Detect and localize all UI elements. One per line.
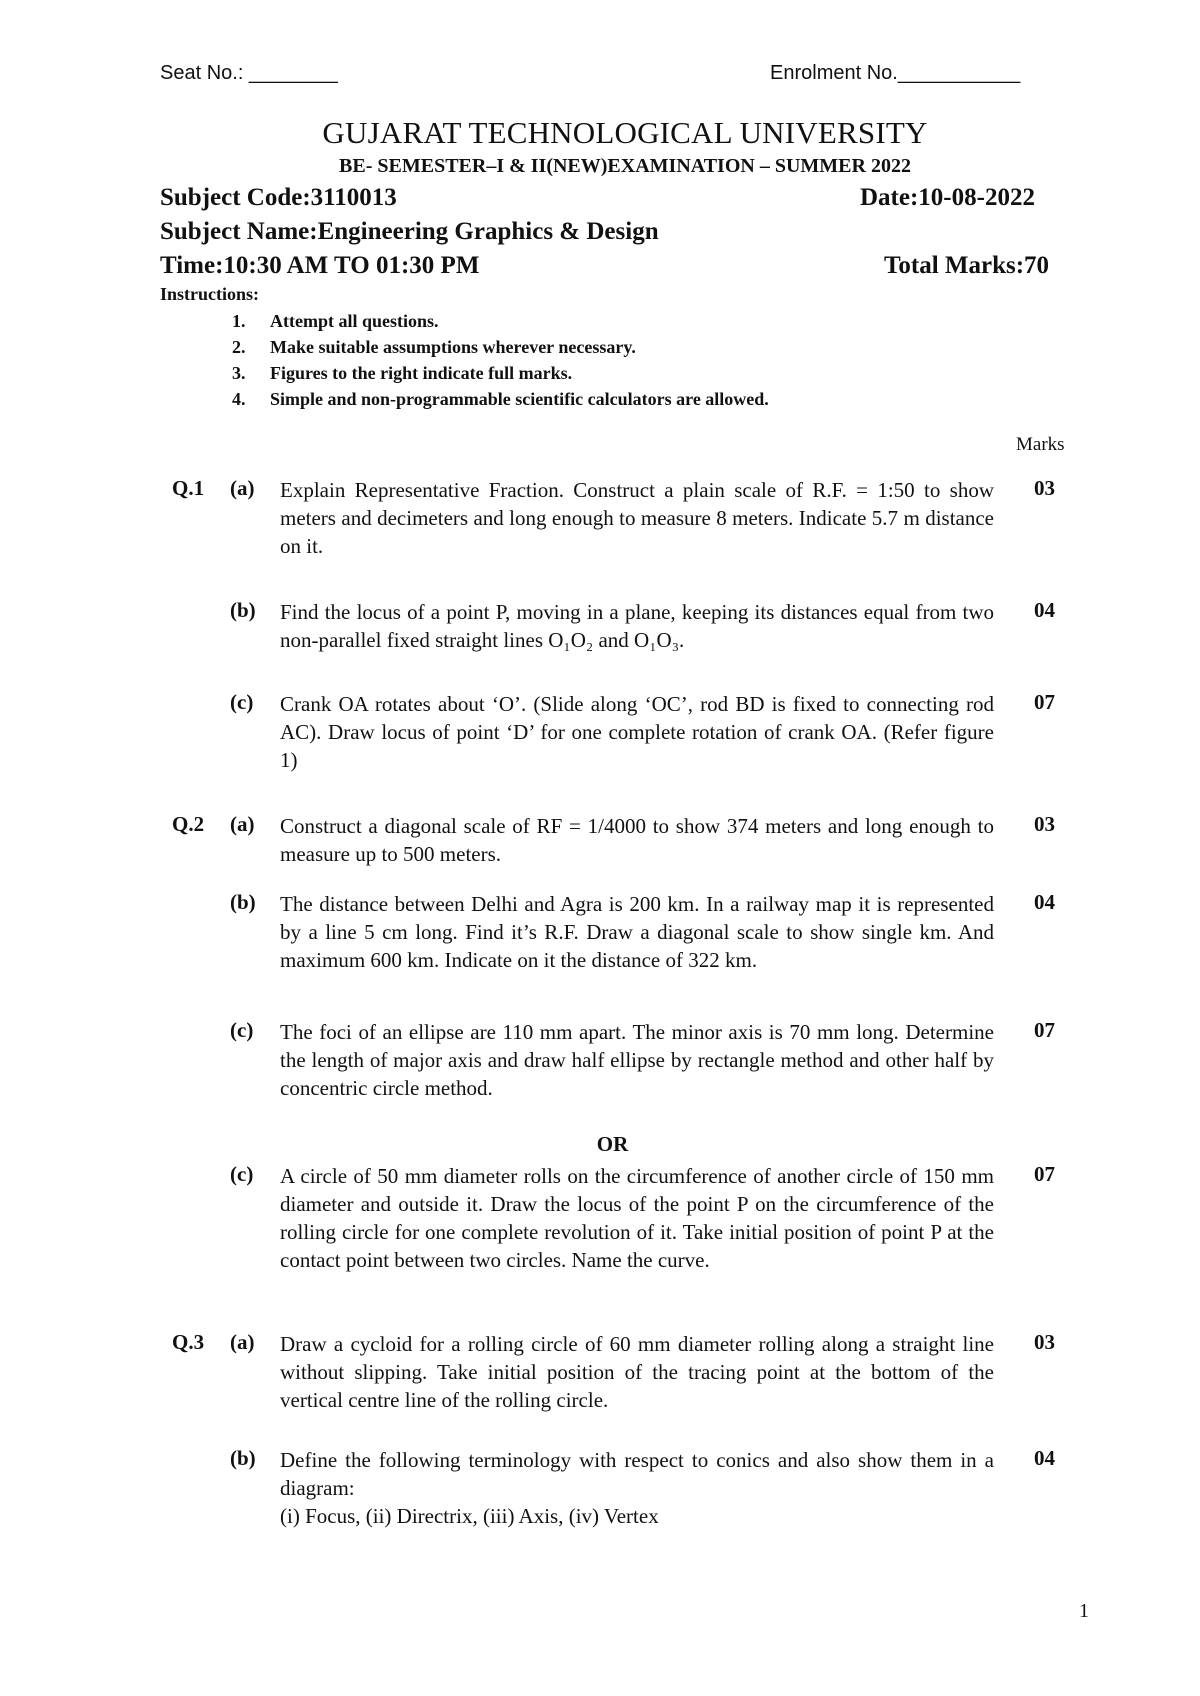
question-marks: 07 bbox=[1034, 690, 1055, 714]
question-text: Crank OA rotates about ‘O’. (Slide along ‘OC’, rod BD is fixed to connecting rod AC). Draw locus of point ‘D’ for one complete rotation of crank OA. (Refer figure 1) bbox=[280, 692, 994, 772]
instructions-title: Instructions: bbox=[160, 284, 260, 304]
seat-number: Seat No.: ________ bbox=[160, 62, 338, 84]
question-text: Define the following terminology with respect to conics and also show them in a diagram: bbox=[280, 1448, 994, 1500]
question-text: Explain Representative Fraction. Construct a plain scale of R.F. = 1:50 to show meters and decimeters and long enough to measure 8 meters. Indicate 5.7 m distance on it. bbox=[280, 478, 994, 558]
question-text: The distance between Delhi and Agra is 200 km. In a railway map it is represented by a line 5 cm long. Find it’s R.F. Draw a diagonal scale to show single km. And maximum 600 km. Indicate on it the distance of 322 km. bbox=[280, 892, 994, 972]
total-marks: Total Marks:70 bbox=[884, 252, 1050, 279]
exam-time: Time:10:30 AM TO 01:30 PM bbox=[160, 252, 480, 279]
question-number: Q.3 bbox=[172, 1330, 205, 1354]
subject-name: Subject Name:Engineering Graphics & Design bbox=[160, 218, 659, 245]
or-separator: OR bbox=[596, 1132, 629, 1156]
question-text: Construct a diagonal scale of RF = 1/4000 to show 374 meters and long enough to measure up to 500 meters. bbox=[280, 814, 994, 866]
question-marks: 04 bbox=[1034, 1446, 1055, 1470]
question-marks: 03 bbox=[1034, 476, 1055, 500]
subject-code: Subject Code:3110013 bbox=[160, 184, 397, 211]
instruction-text: Figures to the right indicate full marks. bbox=[270, 363, 573, 383]
question-marks: 04 bbox=[1034, 890, 1055, 914]
question-marks: 03 bbox=[1034, 1330, 1055, 1354]
question-number: Q.2 bbox=[172, 812, 205, 836]
enrolment-number: Enrolment No.___________ bbox=[770, 62, 1021, 84]
question-text: The foci of an ellipse are 110 mm apart. The minor axis is 70 mm long. Determine the length of major axis and draw half ellipse by rectangle method and other half by concentric circle method. bbox=[280, 1020, 994, 1100]
instruction-item bbox=[232, 386, 769, 412]
exam-title: BE- SEMESTER–I & II(NEW)EXAMINATION – SUMMER 2022 bbox=[339, 155, 911, 177]
question-part: (b) bbox=[230, 598, 256, 622]
question-part: (c) bbox=[230, 1162, 254, 1186]
question-text: Find the locus of a point P, moving in a plane, keeping its distances equal from two non-parallel fixed straight lines O₁O₂ and O₁O₃. bbox=[280, 600, 994, 652]
question-marks: 07 bbox=[1034, 1162, 1055, 1186]
exam-date: Date:10-08-2022 bbox=[860, 184, 1035, 211]
instruction-text: Simple and non-programmable scientific calculators are allowed. bbox=[270, 389, 769, 409]
question-text: A circle of 50 mm diameter rolls on the circumference of another circle of 150 mm diameter and outside it. Draw the locus of the point P on the circumference of the rolling circle for one complete revolution of it. Take initial position of point P at the contact point between two circles. Name the curve. bbox=[280, 1164, 994, 1272]
instruction-number: 3. bbox=[232, 363, 246, 383]
instruction-item bbox=[232, 334, 769, 360]
university-title: GUJARAT TECHNOLOGICAL UNIVERSITY bbox=[322, 115, 928, 150]
page-number: 1 bbox=[1079, 1600, 1089, 1622]
question-part: (a) bbox=[230, 476, 255, 500]
question-part: (c) bbox=[230, 1018, 254, 1042]
instruction-number: 1. bbox=[232, 311, 246, 331]
question-part: (b) bbox=[230, 1446, 256, 1470]
question-marks: 07 bbox=[1034, 1018, 1055, 1042]
question-text: Draw a cycloid for a rolling circle of 60 mm diameter rolling along a straight line without slipping. Take initial position of the tracing point at the bottom of the vertical centre line of the rolling circle. bbox=[280, 1332, 994, 1412]
question-part: (a) bbox=[230, 812, 255, 836]
instruction-item bbox=[232, 360, 769, 386]
instruction-number: 2. bbox=[232, 337, 246, 357]
instructions-list bbox=[232, 308, 769, 412]
question-part: (b) bbox=[230, 890, 256, 914]
instruction-item bbox=[232, 308, 769, 334]
question-marks: 03 bbox=[1034, 812, 1055, 836]
marks-column-heading: Marks bbox=[1016, 434, 1065, 455]
question-subtext: (i) Focus, (ii) Directrix, (iii) Axis, (iv) Vertex bbox=[280, 1504, 659, 1528]
question-number: Q.1 bbox=[172, 476, 205, 500]
question-part: (c) bbox=[230, 690, 254, 714]
instruction-text: Attempt all questions. bbox=[270, 311, 439, 331]
question-marks: 04 bbox=[1034, 598, 1055, 622]
instruction-text: Make suitable assumptions wherever necessary. bbox=[270, 337, 636, 357]
question-part: (a) bbox=[230, 1330, 255, 1354]
instruction-number: 4. bbox=[232, 389, 246, 409]
